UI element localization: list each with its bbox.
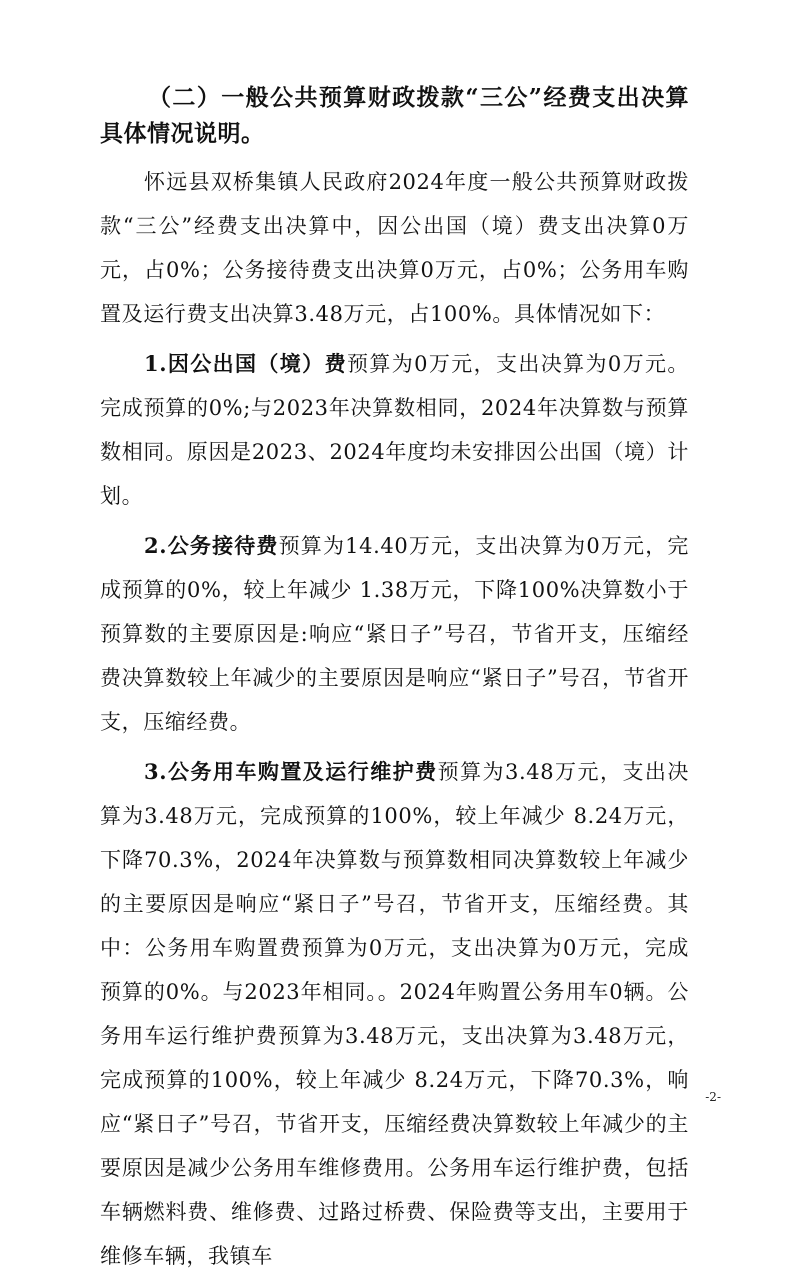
page-number: -2- [705,1090,721,1104]
item-paragraph-reception [100,524,689,744]
item-text-travel: 预算为0万元，支出决算为0万元。完成预算的0%;与2023年决算数相同，2024年决算数与预算数相同。原因是2023、2024年度均未安排因公出国（境）计划。 [100,352,689,508]
item-label-travel: 1.因公出国（境）费 [144,351,347,376]
summary-paragraph: 怀远县双桥集镇人民政府2024年度一般公共预算财政拨款“三公”经费支出决算中，因公出国（境）费支出决算0万元，占0%；公务接待费支出决算0万元，占0%；公务用车购置及运行费支出决算3.48万元，占100%。具体情况如下： [100,170,689,326]
item-text-reception: 预算为14.40万元，支出决算为0万元，完成预算的0%，较上年减少 1.38万元，下降100%决算数小于预算数的主要原因是:响应“紧日子”号召，节省开支，压缩经费决算数较上年减少的主要原因是响应“紧日子”号召，节省开支，压缩经费。 [100,534,690,734]
item-label-vehicle: 3.公务用车购置及运行维护费 [144,759,438,784]
item-paragraph-vehicle [100,750,689,1278]
section-title: （二）一般公共预算财政拨款“三公”经费支出决算具体情况说明。 [100,84,689,147]
item-text-vehicle: 预算为3.48万元，支出决算为3.48万元，完成预算的100%，较上年减少 8.24万元，下降70.3%，2024年决算数与预算数相同决算数较上年减少的主要原因是响应“紧日子”号召，节省开支，压缩经费。其中：公务用车购置费预算为0万元，支出决算为0万元，完成预算的0%。与2023年相同。。2024年购置公务用车0辆。公务用车运行维护费预算为3.48万元，支出决算为3.48万元，完成预算的100%，较上年减少 8.24万元，下降70.3%，响应“紧日子”号召，节省开支，压缩经费决算数较上年减少的主要原因是减少公务用车维修费用。公务用车运行维护费，包括车辆燃料费、维修费、过路过桥费、保险费等支出，主要用于维修车辆，我镇车 [100,760,689,1268]
item-label-reception: 2.公务接待费 [144,533,279,558]
item-paragraph-travel [100,342,689,518]
